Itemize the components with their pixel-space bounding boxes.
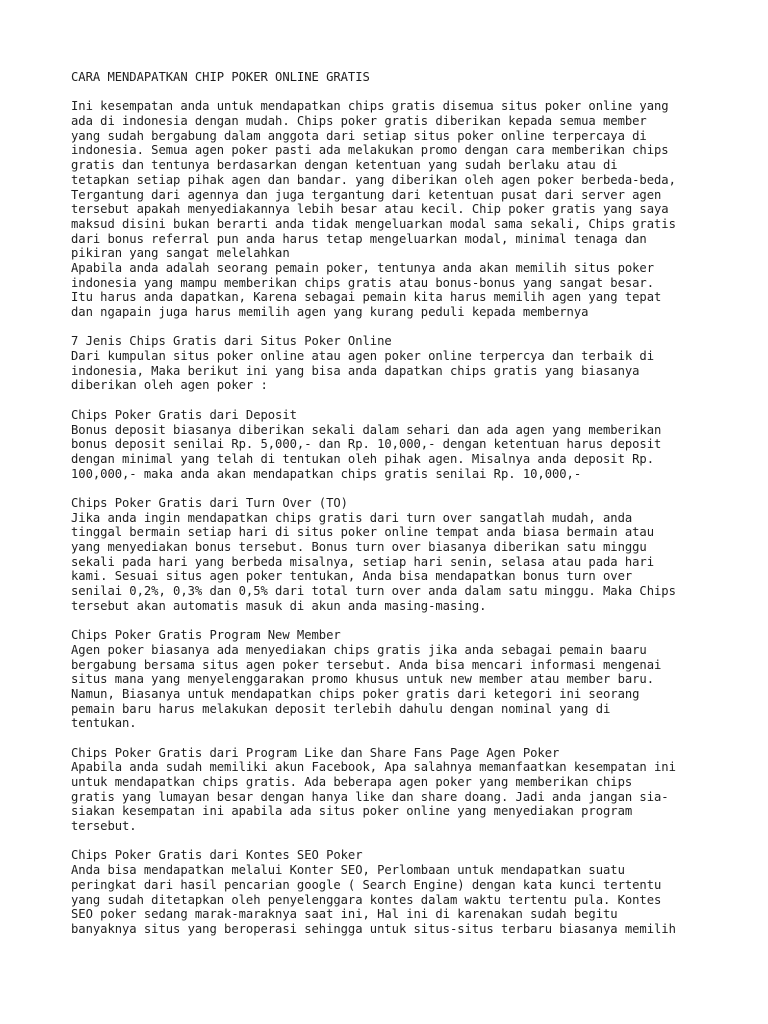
intro-line: ada di indonesia dengan mudah. Chips poker gratis diberikan kepada semua member — [71, 114, 647, 129]
seo-contest-section — [71, 848, 711, 936]
intro-line: Ini kesempatan anda untuk mendapatkan chips gratis disemua situs poker online yang — [71, 99, 669, 114]
section-line: Bonus deposit biasanya diberikan sekali dalam sehari dan ada agen yang memberikan — [71, 422, 662, 437]
section-line: senilai 0,2%, 0,3% dan 0,5% dari total turn over anda dalam satu minggu. Maka Chips — [71, 584, 676, 599]
section-line: indonesia, Maka berikut ini yang bisa anda dapatkan chips gratis yang biasanya — [71, 363, 640, 378]
section-line: Apabila anda sudah memiliki akun Facebook, Apa salahnya memanfaatkan kesempatan ini — [71, 760, 676, 775]
intro-line: indonesia yang mampu memberikan chips gratis atau bonus-bonus yang sangat besar. — [71, 275, 655, 290]
section-heading: Chips Poker Gratis dari Turn Over (TO) — [71, 495, 348, 510]
section-line: kami. Sesuai situs agen poker tentukan, Anda bisa mendapatkan bonus turn over — [71, 569, 633, 584]
section-line: tersebut akan automatis masuk di akun anda masing-masing. — [71, 598, 487, 613]
section-line: Anda bisa mendapatkan melalui Konter SEO, Perlombaan untuk mendapatkan suatu — [71, 863, 625, 878]
section-heading: Chips Poker Gratis Program New Member — [71, 628, 341, 643]
intro-line: yang sudah bergabung dalam anggota dari setiap situs poker online terpercaya di — [71, 128, 647, 143]
intro-line: indonesia. Semua agen poker pasti ada melakukan promo dengan cara memberikan chips — [71, 143, 669, 158]
spacer — [71, 834, 711, 849]
section-line: bergabung bersama situs agen poker tersebut. Anda bisa mencari informasi mengenai — [71, 657, 662, 672]
section-heading: Chips Poker Gratis dari Deposit — [71, 407, 297, 422]
intro-line: maksud disini bukan berarti anda tidak mengeluarkan modal sama sekali, Chips gratis — [71, 216, 676, 231]
deposit-section — [71, 408, 711, 481]
intro-line: dan ngapain juga harus memilih agen yang kurang peduli kepada membernya — [71, 305, 589, 319]
section-line: dengan minimal yang telah di tentukan oleh pihak agen. Misalnya anda deposit Rp. — [71, 451, 655, 466]
spacer — [71, 393, 711, 408]
intro-line: Tergantung dari agennya dan juga tergantung dari ketentuan pusat dari server agen — [71, 187, 662, 202]
section-line: 100,000,- maka anda akan mendapatkan chips gratis senilai Rp. 10,000,- — [71, 466, 582, 481]
intro-line: tersebut apakah menyediakannya lebih besar atau kecil. Chip poker gratis yang saya — [71, 202, 669, 217]
turnover-section — [71, 496, 711, 614]
section-line: Agen poker biasanya ada menyediakan chips gratis jika anda sebagai pemain baaru — [71, 642, 647, 657]
section-line: tentukan. — [71, 716, 137, 731]
intro-line: tetapkan setiap pihak agen dan bandar. yang diberikan oleh agen poker berbeda-beda, — [71, 172, 676, 187]
section-line: yang menyediakan bonus tersebut. Bonus turn over biasanya diberikan satu minggu — [71, 540, 647, 554]
intro-line: Apabila anda adalah seorang pemain poker, tentunya anda akan memilih situs poker — [71, 260, 655, 275]
section-line: SEO poker sedang marak-maraknya saat ini, Hal ini di karenakan sudah begitu — [71, 907, 618, 922]
section-line: tersebut. — [71, 819, 137, 834]
spacer — [71, 481, 711, 496]
overview-section — [71, 334, 711, 393]
section-line: siakan kesempatan ini apabila ada situs poker online yang menyediakan program — [71, 804, 633, 819]
intro-line: gratis dan tentunya berdasarkan dengan ketentuan yang sudah berlaku atau di — [71, 158, 618, 173]
section-line: Jika anda ingin mendapatkan chips gratis dari turn over sangatlah mudah, anda — [71, 510, 633, 525]
intro-line: dari bonus referral pun anda harus tetap mengeluarkan modal, minimal tenaga dan — [71, 231, 647, 246]
intro-paragraph — [71, 99, 711, 319]
section-heading: Chips Poker Gratis dari Kontes SEO Poker — [71, 848, 363, 863]
spacer — [71, 613, 711, 628]
section-line: Namun, Biasanya untuk mendapatkan chips poker gratis dari ketegori ini seorang — [71, 686, 640, 701]
section-line: banyaknya situs yang beroperasi sehingga untuk situs-situs terbaru biasanya memilih — [71, 921, 676, 936]
section-heading: 7 Jenis Chips Gratis dari Situs Poker Online — [71, 334, 392, 349]
section-line: sekali pada hari yang berbeda misalnya, setiap hari senin, selasa atau pada hari — [71, 554, 655, 569]
document-title: CARA MENDAPATKAN CHIP POKER ONLINE GRATIS — [71, 70, 370, 84]
section-line: peringkat dari hasil pencarian google ( Search Engine) dengan kata kunci tertentu — [71, 877, 662, 892]
spacer — [71, 85, 711, 100]
intro-line: Itu harus anda dapatkan, Karena sebagai pemain kita harus memilih agen yang tepat — [71, 290, 662, 305]
section-line: bonus deposit senilai Rp. 5,000,- dan Rp. 10,000,- dengan ketentuan harus deposit — [71, 437, 662, 452]
new-member-section — [71, 628, 711, 731]
section-heading: Chips Poker Gratis dari Program Like dan Share Fans Page Agen Poker — [71, 745, 560, 760]
spacer — [71, 320, 711, 335]
section-line: pemain baru harus melakukan deposit terlebih dahulu dengan nominal yang di — [71, 701, 611, 716]
document-body — [71, 70, 711, 937]
spacer — [71, 731, 711, 746]
like-share-section — [71, 746, 711, 834]
section-line: gratis yang lumayan besar dengan hanya like dan share doang. Jadi anda jangan sia- — [71, 789, 669, 804]
section-line: Dari kumpulan situs poker online atau agen poker online terpercya dan terbaik di — [71, 349, 655, 364]
section-line: diberikan oleh agen poker : — [71, 378, 268, 393]
section-line: situs mana yang menyelenggarakan promo khusus untuk new member atau member baru. — [71, 672, 655, 687]
section-line: tinggal bermain setiap hari di situs poker online tempat anda biasa bermain atau — [71, 525, 655, 540]
section-line: untuk mendapatkan chips gratis. Ada beberapa agen poker yang memberikan chips — [71, 775, 633, 789]
intro-line: pikiran yang sangat melelahkan — [71, 246, 290, 261]
section-line: yang sudah ditetapkan oleh penyelenggara kontes dalam waktu tertentu pula. Kontes — [71, 892, 662, 907]
